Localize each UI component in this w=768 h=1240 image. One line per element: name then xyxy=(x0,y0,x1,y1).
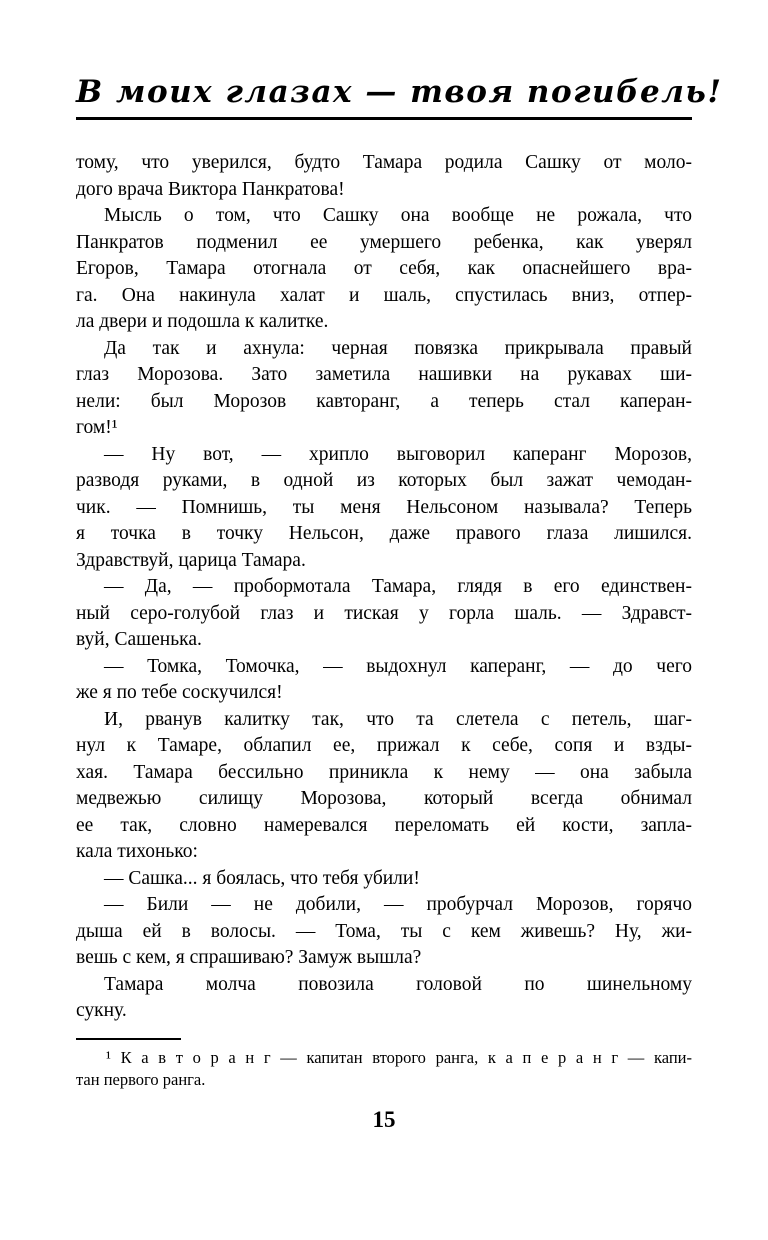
body-line: вешь с кем, я спрашиваю? Замуж вышла? xyxy=(76,947,422,968)
footnote xyxy=(76,1047,692,1091)
body-line: дыша ей в волосы. — Тома, ты с кем живешь? Ну, жи- xyxy=(76,920,692,942)
body-line: хая. Тамара бессильно приникла к нему — она забыла xyxy=(76,761,692,783)
running-header xyxy=(76,0,723,120)
body-text xyxy=(76,150,692,1025)
body-line: сукну. xyxy=(76,1000,127,1021)
body-line: я точка в точку Нельсон, даже правого глаза лишился. xyxy=(76,523,692,544)
body-line: гом!¹ xyxy=(76,417,118,438)
body-line: И, рванув калитку так, что та слетела с петель, шаг- xyxy=(104,708,692,730)
body-line: Да так и ахнула: черная повязка прикрывала правый xyxy=(104,337,692,359)
body-line: ный серо-голубой глаз и тиская у горла шаль. — Здравст- xyxy=(76,602,692,624)
body-line: чик. — Помнишь, ты меня Нельсоном называла? Теперь xyxy=(76,496,692,518)
body-line: вуй, Сашенька. xyxy=(76,629,202,650)
body-line: ее так, словно намеревался переломать ей кости, запла- xyxy=(76,814,692,836)
body-line: Здравствуй, царица Тамара. xyxy=(76,549,306,571)
body-line: тому, что уверился, будто Тамара родила Сашку от моло- xyxy=(76,152,692,173)
body-line: Мысль о том, что Сашку она вообще не рожала, что xyxy=(104,205,692,226)
body-line: кала тихонько: xyxy=(76,841,198,862)
body-line: глаз Морозова. Зато заметила нашивки на рукавах ши- xyxy=(76,364,692,385)
body-line: — Да, — пробормотала Тамара, глядя в его единствен- xyxy=(104,576,692,597)
body-line: нели: был Морозов кавторанг, а теперь стал каперан- xyxy=(76,390,692,412)
body-line: — Ну вот, — хрипло выговорил каперанг Морозов, xyxy=(104,443,692,465)
body-line: ла двери и подошла к калитке. xyxy=(76,311,329,332)
header-rule xyxy=(76,117,692,120)
body-line: же я по тебе соскучился! xyxy=(76,682,283,703)
body-line: — Сашка... я боялась, что тебя убили! xyxy=(104,867,420,889)
footnote-rule xyxy=(76,1038,181,1040)
body-line: разводя руками, в одной из которых был зажат чемодан- xyxy=(76,470,692,491)
footnote-line: ¹ К а в т о р а н г — капитан второго ранга, к а п е р а н г — капи- xyxy=(106,1047,692,1067)
body-line: медвежью силищу Морозова, который всегда обнимал xyxy=(76,788,692,809)
body-line: Тамара молча повозила головой по шинельному xyxy=(104,973,692,995)
body-line: Панкратов подменил ее умершего ребенка, как уверял xyxy=(76,231,692,253)
book-title: В моих глазах — твоя погибель! xyxy=(76,74,723,110)
body-line: га. Она накинула халат и шаль, спустилась вниз, отпер- xyxy=(76,284,692,306)
body-line: Егоров, Тамара отогнала от себя, как опаснейшего вра- xyxy=(76,258,692,279)
page-number: 15 xyxy=(372,1106,396,1132)
body-line: дого врача Виктора Панкратова! xyxy=(76,178,345,200)
body-line: — Били — не добили, — пробурчал Морозов, горячо xyxy=(104,894,692,915)
body-line: — Томка, Томочка, — выдохнул каперанг, — до чего xyxy=(104,655,692,677)
body-line: нул к Тамаре, облапил ее, прижал к себе, сопя и взды- xyxy=(76,735,692,756)
page-content xyxy=(76,0,723,1133)
footnote-line: тан первого ранга. xyxy=(76,1069,206,1089)
